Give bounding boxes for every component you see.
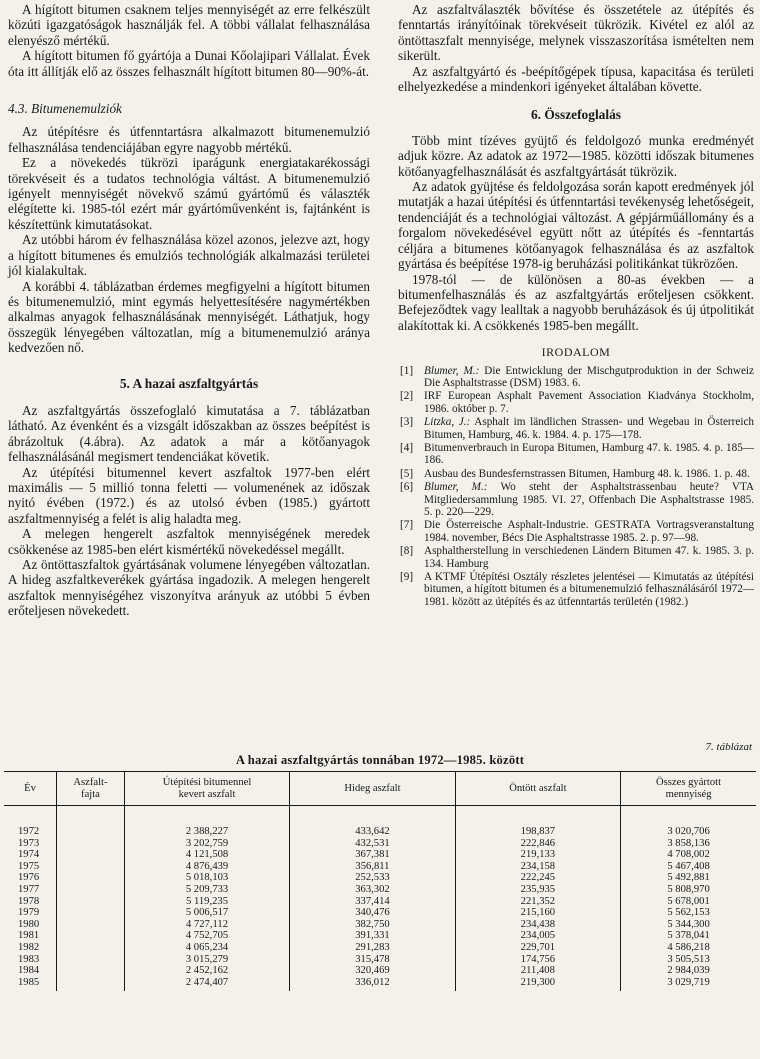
reference-text: Wo steht der Asphaltstrassenbau heute? VTA Mitgliedersammlung 1985. VI. 27, Offenbach Die Asphaltstrasse 1985. 5. p. 220—229. — [424, 481, 754, 518]
table-value-cell: 219,300 — [455, 977, 620, 992]
reference-text: Asphaltherstellung in verschiedenen Ländern Bitumen 47. k. 1985. 3. p. 134. Hamburg — [424, 545, 754, 570]
table-row — [4, 907, 756, 919]
right-paragraph: Több mint tízéves gyüjtő és feldolgozó munka eredményét adjuk közre. Az adatok az 1972—1985. közötti időszak bitumenes kötőanyagfelhasználását és aszfaltgyártását tükrözik. — [398, 132, 754, 179]
table-year-cell: 1977 — [18, 884, 40, 896]
right-paragraphs-2 — [398, 133, 754, 333]
table-value-cell: 2 474,407 — [124, 977, 289, 992]
table-year-cell: 1973 — [18, 837, 40, 849]
table-header-cell: Hideg aszfalt — [290, 772, 455, 806]
table-row — [4, 977, 756, 992]
left-paragraph: Az utóbbi három év felhasználása közel azonos, jelezve azt, hogy a hígított bitumenes és emulziós technológiák alkalmazási területei jól kialakultak. — [8, 232, 370, 279]
reference-author: Blumer, M.: — [424, 364, 480, 377]
reference-text: IRF European Asphalt Pavement Association Kiadványa Stockholm, 1986. október p. 7. — [424, 390, 754, 415]
reference-text: Asphalt im ländlichen Strassen- und Wegebau in Österreich Bitumen, Hamburg, 46. k. 1984. 4. p. 175—178. — [424, 416, 754, 441]
reference-number: [6] — [400, 481, 414, 494]
reference-text: A KTMF Útépítési Osztály részletes jelentései — Kimutatás az útépítési bitumen, a hígított bitumen és a bitumenemulzió felhasználásáról 1972—1981. között az útépítés és az útfenntartás területén (1982.) — [424, 571, 754, 608]
table-value-cell — [57, 884, 125, 896]
reference-author: Litzka, J.: — [424, 416, 471, 429]
left-paragraph: A korábbi 4. táblázatban érdemes megfigyelni a hígított bitumen és bitumenemulzió, mint egymás helyettesítésére nagymértékben alkalmas anyagok felhasználásának mennyiségét. Láthatjuk, hogy összegük lényegében változatlan, míg a bitumenemulzió aránya kedvezően nő. — [8, 278, 370, 356]
table-value-cell: 391,331 — [290, 930, 455, 942]
table-row — [4, 942, 756, 954]
table-row — [4, 930, 756, 942]
right-paragraph: 1978-tól — de különösen a 80-as években — a bitumenfelhasználás és az aszfaltgyártás erőteljesen csökkent. Befejeződtek vagy lealltak a nagyobb beruházások és új útpolitikát alakítottak ki. A csökkenés 1985-ben megállt. — [398, 271, 754, 333]
left-column — [8, 2, 370, 619]
left-paragraph: A melegen hengerelt aszfaltok mennyiségének meredek csökkenése az 1985-ben elért kismértékű növekedéssel megállt. — [8, 526, 370, 557]
table-value-cell: 291,283 — [290, 942, 455, 954]
table-year-cell: 1976 — [18, 872, 40, 884]
table-header-cell: Útépítési bitumennel kevert aszfalt — [124, 772, 289, 806]
table-value-cell — [57, 954, 125, 966]
table-value-cell: 4 065,234 — [124, 942, 289, 954]
table-row — [4, 838, 756, 850]
table-value-cell — [57, 896, 125, 908]
table-value-cell — [57, 826, 125, 838]
table-value-cell: 2 984,039 — [621, 965, 756, 977]
table-value-cell: 5 467,408 — [621, 861, 756, 873]
table-value-cell: 4 586,218 — [621, 942, 756, 954]
table-value-cell: 234,158 — [455, 861, 620, 873]
table-value-cell: 5 006,517 — [124, 907, 289, 919]
table-value-cell: 315,478 — [290, 954, 455, 966]
table-year-cell: 1975 — [18, 860, 40, 872]
table-value-cell — [57, 930, 125, 942]
table-value-cell: 3 505,513 — [621, 954, 756, 966]
table-year-cell: 1974 — [18, 849, 40, 861]
table-row — [4, 884, 756, 896]
table-value-cell: 356,811 — [290, 861, 455, 873]
reference-item — [398, 365, 754, 390]
table-year-cell: 1979 — [18, 907, 40, 919]
table-value-cell — [57, 907, 125, 919]
reference-text: Die Entwicklung der Mischgutproduktion in der Schweiz Die Asphaltstrasse (DSM) 1983. 6. — [424, 364, 754, 389]
table-value-cell: 367,381 — [290, 849, 455, 861]
reference-number: [8] — [400, 545, 414, 558]
reference-item — [398, 442, 754, 467]
references-list — [398, 365, 754, 609]
reference-number: [9] — [400, 571, 414, 584]
table-value-cell: 5 209,733 — [124, 884, 289, 896]
table-value-cell: 234,005 — [455, 930, 620, 942]
table-value-cell: 2 452,162 — [124, 965, 289, 977]
table-header-cell: Év — [4, 772, 57, 806]
left-paragraph: A hígított bitumen fő gyártója a Dunai Kőolajipari Vállalat. Évek óta itt állítják elő az összes felhasznált hígított bitumen 80—90%-át. — [8, 48, 370, 79]
table-row — [4, 965, 756, 977]
table-value-cell: 340,476 — [290, 907, 455, 919]
table-value-cell: 229,701 — [455, 942, 620, 954]
table-header-cell: Öntött aszfalt — [455, 772, 620, 806]
table-value-cell: 222,245 — [455, 872, 620, 884]
table-year-cell: 1981 — [18, 930, 40, 942]
section-5-title: 5. A hazai aszfaltgyártás — [119, 375, 259, 391]
asphalt-production-table — [4, 771, 756, 991]
table-value-cell: 363,302 — [290, 884, 455, 896]
left-paragraphs-3 — [8, 403, 370, 619]
right-paragraph: Az aszfaltválaszték bővítése és összetétele az útépítés és fenntartás irányítóinak törekvéseit tükrözik. Kivétel ez alól az öntöttaszfalt mennyisége, melynek visszaszorítása ismételten nem sikerült. — [398, 2, 754, 64]
table-value-cell: 337,414 — [290, 896, 455, 908]
table-year-cell: 1985 — [18, 976, 40, 988]
table-value-cell: 5 678,001 — [621, 896, 756, 908]
table-value-cell: 3 029,719 — [621, 977, 756, 992]
right-column — [398, 2, 754, 609]
table-year-cell: 1983 — [18, 953, 40, 965]
left-paragraph: Az aszfaltgyártás összefoglaló kimutatása a 7. táblázatban látható. Az évenként és a vizsgált időszakban az összes beépítést is ábrázoltuk (4.ábra). Az adatok a már a kötőanyagok felhasználásánál megismert tendenciákat követik. — [8, 402, 370, 465]
table-value-cell: 2 388,227 — [124, 826, 289, 838]
table-value-cell — [57, 919, 125, 931]
table-row — [4, 826, 756, 838]
table-value-cell: 5 808,970 — [621, 884, 756, 896]
reference-item — [398, 481, 754, 518]
left-paragraph: Az útépítési bitumennel kevert aszfaltok 1977-ben elért maximális — 5 millió tonna feletti — volumenének az időszak nyitó évében (1972.) és az utolsó évben (1985.) gyártott aszfaltmennyiség a felét is alig haladta meg. — [8, 464, 370, 526]
reference-number: [3] — [400, 416, 414, 429]
table-row — [4, 954, 756, 966]
table-value-cell: 174,756 — [455, 954, 620, 966]
table-row — [4, 872, 756, 884]
table-value-cell: 5 344,300 — [621, 919, 756, 931]
table-value-cell: 235,935 — [455, 884, 620, 896]
left-paragraphs-2 — [8, 124, 370, 355]
table-value-cell: 211,408 — [455, 965, 620, 977]
left-paragraph: Az útépítésre és útfenntartásra alkalmazott bitumenemulzió felhasználása tendenciájában egyre nagyobb mértékű. — [8, 124, 370, 155]
table-value-cell — [57, 872, 125, 884]
table-header-cell: Összes gyártott mennyiség — [621, 772, 756, 806]
reference-item — [398, 519, 754, 544]
table-value-cell: 5 119,235 — [124, 896, 289, 908]
table-value-cell: 198,837 — [455, 826, 620, 838]
table-value-cell: 234,438 — [455, 919, 620, 931]
table-value-cell: 336,012 — [290, 977, 455, 992]
table-value-cell: 3 020,706 — [621, 826, 756, 838]
references-title: IRODALOM — [541, 345, 611, 360]
table-value-cell: 4 752,705 — [124, 930, 289, 942]
reference-text: Die Österreische Asphalt-Industrie. GESTRATA Vortragsveranstaltung 1984. november, Bécs Die Asphaltstrasse 1985. 2. p. 97—98. — [424, 519, 754, 544]
reference-author: Blumer, M.: — [424, 481, 488, 494]
reference-number: [7] — [400, 519, 414, 532]
left-paragraph: Ez a növekedés tükrözi iparágunk energiatakarékossági törekvéseit és a tudatos technológia váltást. A bitumenemulzió igényelt mennyiségét növekvő számú gyártómű és választék elégítette ki. 1985-tól ezért már gyártóművenként is, fajtánként is készítettünk kimutatásokat. — [8, 155, 370, 232]
table-value-cell: 3 858,136 — [621, 838, 756, 850]
table-value-cell: 4 708,002 — [621, 849, 756, 861]
left-paragraphs-1 — [8, 2, 370, 79]
table-year-cell: 1984 — [18, 965, 40, 977]
reference-item — [398, 571, 754, 608]
table-label: 7. táblázat — [705, 741, 752, 753]
table-value-cell: 5 018,103 — [124, 872, 289, 884]
table-value-cell: 433,642 — [290, 826, 455, 838]
table-value-cell — [57, 849, 125, 861]
table-value-cell: 5 562,153 — [621, 907, 756, 919]
reference-number: [4] — [400, 441, 414, 454]
table-value-cell: 382,750 — [290, 919, 455, 931]
reference-item — [398, 416, 754, 441]
table-year-cell: 1980 — [18, 918, 40, 930]
table-title: A hazai aszfaltgyártás tonnában 1972—1985. között — [235, 753, 525, 767]
reference-number: [5] — [400, 467, 414, 480]
left-paragraph: Az öntöttaszfaltok gyártásának volumene lényegében változatlan. A hideg aszfaltkeverékek gyártása ingadozik. A melegen hengerelt aszfaltok mennyiségéhez viszonyítva arányuk az utóbbi 5 évben erőteljesen növekedett. — [8, 557, 370, 619]
table-row — [4, 919, 756, 931]
table-value-cell: 219,133 — [455, 849, 620, 861]
table-value-cell — [57, 942, 125, 954]
table-value-cell: 3 015,279 — [124, 954, 289, 966]
table-value-cell: 4 727,112 — [124, 919, 289, 931]
table-value-cell — [57, 965, 125, 977]
table-year-cell: 1978 — [18, 895, 40, 907]
table-row — [4, 849, 756, 861]
table-row — [4, 861, 756, 873]
right-paragraphs-1 — [398, 2, 754, 94]
table-header-cell: Aszfalt- fajta — [57, 772, 125, 806]
table-year-cell: 1982 — [18, 942, 40, 954]
table-value-cell: 432,531 — [290, 838, 455, 850]
table-row — [4, 896, 756, 908]
reference-number: [1] — [400, 364, 414, 377]
table-spacer-row — [4, 806, 756, 827]
subsection-title-bitumenemulziok: 4.3. Bitumenemulziók — [8, 101, 122, 117]
table-value-cell: 252,533 — [290, 872, 455, 884]
reference-item — [398, 545, 754, 570]
table-value-cell: 222,846 — [455, 838, 620, 850]
table-value-cell: 221,352 — [455, 896, 620, 908]
section-6-title: 6. Összefoglalás — [530, 107, 621, 123]
table-value-cell: 4 876,439 — [124, 861, 289, 873]
table-value-cell: 5 492,881 — [621, 872, 756, 884]
reference-item — [398, 468, 754, 480]
table-body — [4, 806, 756, 992]
table-value-cell: 215,160 — [455, 907, 620, 919]
table-header-row — [4, 772, 756, 806]
table-value-cell — [57, 838, 125, 850]
reference-number: [2] — [400, 390, 414, 403]
table-year-cell: 1972 — [18, 826, 40, 838]
right-paragraph: Az aszfaltgyártó és -beépítőgépek típusa, kapacitása és területi elhelyezkedése a mindenkori igényeket általában követte. — [398, 63, 754, 95]
reference-item — [398, 390, 754, 415]
table-value-cell: 5 378,041 — [621, 930, 756, 942]
reference-text: Ausbau des Bundesfernstrassen Bitumen, Hamburg 48. k. 1986. 1. p. 48. — [424, 467, 750, 480]
left-paragraph: A hígított bitumen csaknem teljes mennyiségét az erre felkészült közúti igazgatóságok használják fel. A többi vállalat felhasználása elenyésző mértékű. — [8, 2, 370, 48]
table-value-cell: 4 121,508 — [124, 849, 289, 861]
table-value-cell — [57, 861, 125, 873]
table-value-cell: 320,469 — [290, 965, 455, 977]
table-value-cell: 3 202,759 — [124, 838, 289, 850]
right-paragraph: Az adatok gyüjtése és feldolgozása során kapott eredmények jól mutatják a hazai útépítési és útfenntartási tevékenység lehetőségeit, tendenciáját és a technológiai változást. A gépjárműállomány és a forgalom növekedésével együtt nőtt az útépítés és -fenntartás céljára a bitumenes kötőanyagok felhasználása és az aszfaltok gyártása és beépítése 1978-ig beruházási politikánkat tükrözően. — [398, 179, 754, 272]
table-value-cell — [57, 977, 125, 992]
reference-text: Bitumenverbrauch in Europa Bitumen, Hamburg 47. k. 1985. 4. p. 185—186. — [424, 441, 754, 467]
